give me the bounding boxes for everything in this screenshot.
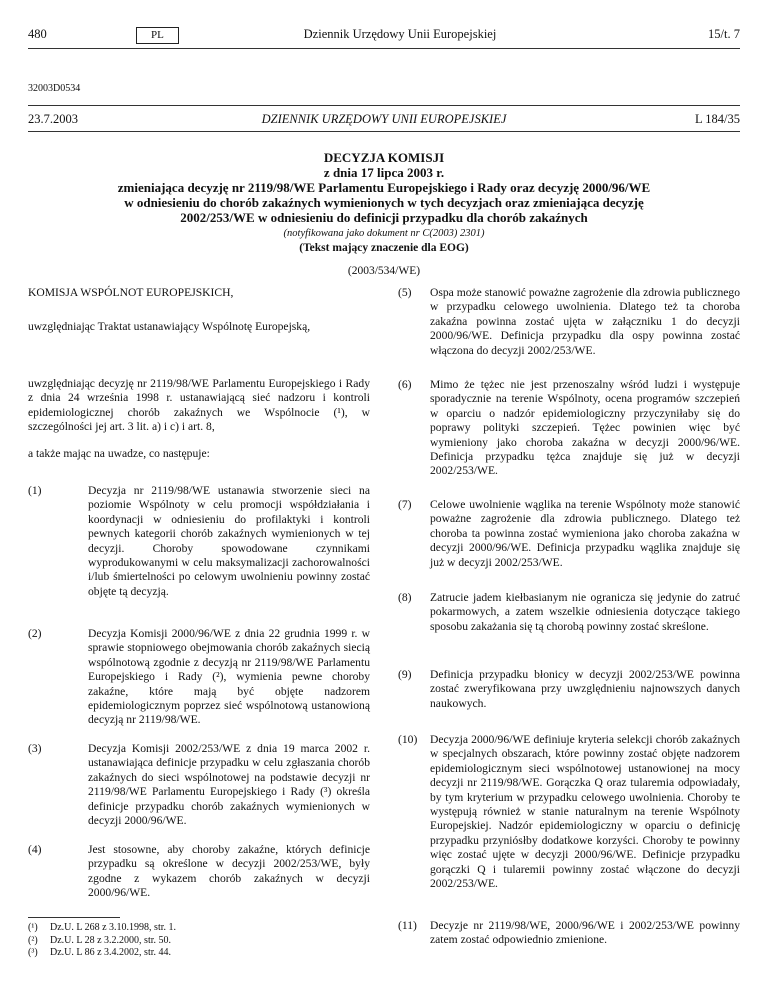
item-text: Decyzja 2000/96/WE definiuje kryteria selekcji chorób zakaźnych w specjalnych obszarach, które powinny zostać objęte nadzorem epidemiologicznym sieci wspólnotowej ustanowionej na mocy decyzji nr 2119/98/WE. Gorączka Q oraz tularemia odpowiadały, by tym kryterium w przypadku celowego uwolnienia. Choroby te występują również w stanie naturalnym na terenie Wspólnoty Europejskiej. Nadzór epidemiologiczny w oparciu o definicję przypadku przyniósłby dodatkowe korzyści. Choroby te powinny więc zostać ujęte w decyzji 2000/96/WE. Definicje przypadku gorączki Q i tularemii powinny zostać włączone do decyzji 2002/253/WE. [430, 733, 740, 891]
footnote: (²) Dz.U. L 28 z 3.2.2000, str. 50. [28, 934, 172, 946]
item-number: (1) [28, 484, 42, 497]
title-line-1: DECYZJA KOMISJI [323, 150, 445, 165]
volume-ref: 15/t. 7 [708, 27, 740, 41]
item-number: (7) [398, 498, 412, 511]
header-rule [28, 48, 740, 49]
decision-number: (2003/534/WE) [347, 265, 421, 277]
treaty-recital: uwzględniając Traktat ustanawiający Wspólnotę Europejską, [28, 320, 311, 333]
oj-journal: DZIENNIK URZĘDOWY UNII EUROPEJSKIEJ [261, 112, 507, 126]
item-text: Celowe uwolnienie wąglika na terenie Wspólnoty może stanowić poważne zagrożenie dla zdrowia publicznego. Dlatego też choroba ta powinna zostać wymieniona jako choroba zakaźna w decyzji 2000/96/WE. Definicja przypadku wąglika znajduje się już w decyzji 2002/253/WE. [430, 498, 740, 569]
item-number: (3) [28, 742, 42, 755]
item-text: Decyzje nr 2119/98/WE, 2000/96/WE i 2002/253/WE powinny zatem zostać odpowiednio zmienione. [430, 919, 740, 947]
footnotes [28, 922, 370, 960]
title-line-4: w odniesieniu do chorób zakaźnych wymienionych w tych decyzjach oraz zmieniająca decyzję [124, 195, 644, 210]
oj-date: 23.7.2003 [28, 112, 78, 126]
item-text: Decyzja Komisji 2002/253/WE z dnia 19 marca 2002 r. ustanawiająca definicje przypadku w celu zgłaszania chorób zakaźnych do sieci wspólnotowej na podstawie decyzji nr 2119/98/WE Parlamentu Europejskiego i Rady (³) określa definicje przypadku chorób zakaźnych wymienionych w decyzji 2000/96/WE. [88, 742, 370, 828]
page-number: 480 [28, 27, 47, 41]
item-text: Ospa może stanowić poważne zagrożenie dla zdrowia publicznego w przypadku celowego uwolnienia. Dlatego też ta choroba zakaźna powinna zostać ujęta w załączniku 1 do decyzji 2000/96/WE. Definicja przypadku dla ospy powinna zostać włączona do decyzji 2002/253/WE. [430, 286, 741, 357]
item-text: Zatrucie jadem kiełbasianym nie ogranicza się jedynie do zatruć pokarmowych, a zatem wszelkie odniesienia dotyczące takiego sposobu zakażania się tą chorobą powinny zostać skreślone. [430, 591, 740, 633]
item-text: Jest stosowne, aby choroby zakaźne, których definicje przypadku są określone w decyzji 2002/253/WE, były zgodne z wykazem chorób zakaźnych w decyzji 2000/96/WE. [88, 843, 370, 900]
item-number: (9) [398, 668, 412, 681]
title-line-3: zmieniająca decyzję nr 2119/98/WE Parlamentu Europejskiego i Rady oraz decyzję 2000/96/WE [117, 180, 651, 195]
whereas-line: a także mając na uwadze, co następuje: [28, 447, 210, 460]
title-line-2: z dnia 17 lipca 2003 r. [323, 165, 445, 180]
item-number: (6) [398, 378, 412, 391]
item-number: (11) [398, 919, 417, 932]
footnote-rule [28, 917, 120, 918]
oj-rule [28, 131, 740, 132]
footnote: (¹) Dz.U. L 268 z 3.10.1998, str. 1. [28, 922, 177, 933]
item-text: Mimo że tężec nie jest przenoszalny wśród ludzi i występuje sporadycznie na terenie Wspólnoty, ocena programów szczepień w oparciu o nadzór epidemiologiczny przyczyniłaby się do poprawy polityki szczepień. Tężec powinien więc być wymieniony jako choroba zakaźna w decyzji 2000/96/WE. Definicja przypadku tężca znajduje się już w decyzji 2002/253/WE. [430, 378, 740, 478]
id-rule [28, 105, 740, 106]
oj-ref: L 184/35 [694, 112, 740, 126]
language-badge: PL [136, 27, 179, 44]
journal-title: Dziennik Urzędowy Unii Europejskiej [303, 27, 497, 41]
commission-line: KOMISJA WSPÓLNOT EUROPEJSKICH, [28, 286, 234, 299]
item-text: Decyzja nr 2119/98/WE ustanawia stworzenie sieci na poziomie Wspólnoty w celu promocji współdziałania i koordynacji w odniesieniu do profilaktyki i kontroli pewnych kategorii chorób zakaźnych wymienionych w tej decyzji. Choroby spowodowane czynnikami wyprodukowanymi w celu maksymalizacji zachorowalności i/lub śmiertelności po celowym uwolnieniu powinny zostać objęte tą decyzją. [88, 484, 370, 598]
decision-recital: uwzględniając decyzję nr 2119/98/WE Parlamentu Europejskiego i Rady z dnia 24 września 1998 r. ustanawiającą sieć nadzoru i kontroli epidemiologicznej chorób zakaźnych we Wspólnocie (¹), w szczególności jej art. 3 lit. a) i c) i art. 8, [28, 377, 370, 434]
item-number: (8) [398, 591, 412, 604]
item-number: (10) [398, 733, 418, 746]
footnote: (³) Dz.U. L 86 z 3.4.2002, str. 44. [28, 947, 172, 958]
item-number: (2) [28, 627, 42, 640]
item-text: Definicja przypadku błonicy w decyzji 2002/253/WE powinna zostać zweryfikowana przy uwzględnieniu najnowszych danych naukowych. [430, 668, 740, 710]
item-number: (5) [398, 286, 412, 299]
notified-note: (notyfikowana jako dokument nr C(2003) 2301) [283, 228, 485, 239]
title-block [28, 150, 740, 277]
item-number: (4) [28, 843, 42, 856]
item-text: Decyzja Komisji 2000/96/WE z dnia 22 grudnia 1999 r. w sprawie stopniowego obejmowania chorób zakaźnych siecią wspólnotową zgodnie z decyzją nr 2119/98/WE Parlamentu Europejskiego i Rady (²), wymienia pewne choroby zakaźne, które mają być objęte nadzorem epidemiologicznym poprzez sieć wspólnotową ustanowioną decyzją nr 2119/98/WE. [88, 627, 370, 727]
document-id: 32003D0534 [28, 83, 81, 94]
title-line-5: 2002/253/WE w odniesieniu do definicji przypadku dla chorób zakaźnych [180, 210, 588, 225]
eea-note: (Tekst mający znaczenie dla EOG) [299, 242, 469, 254]
